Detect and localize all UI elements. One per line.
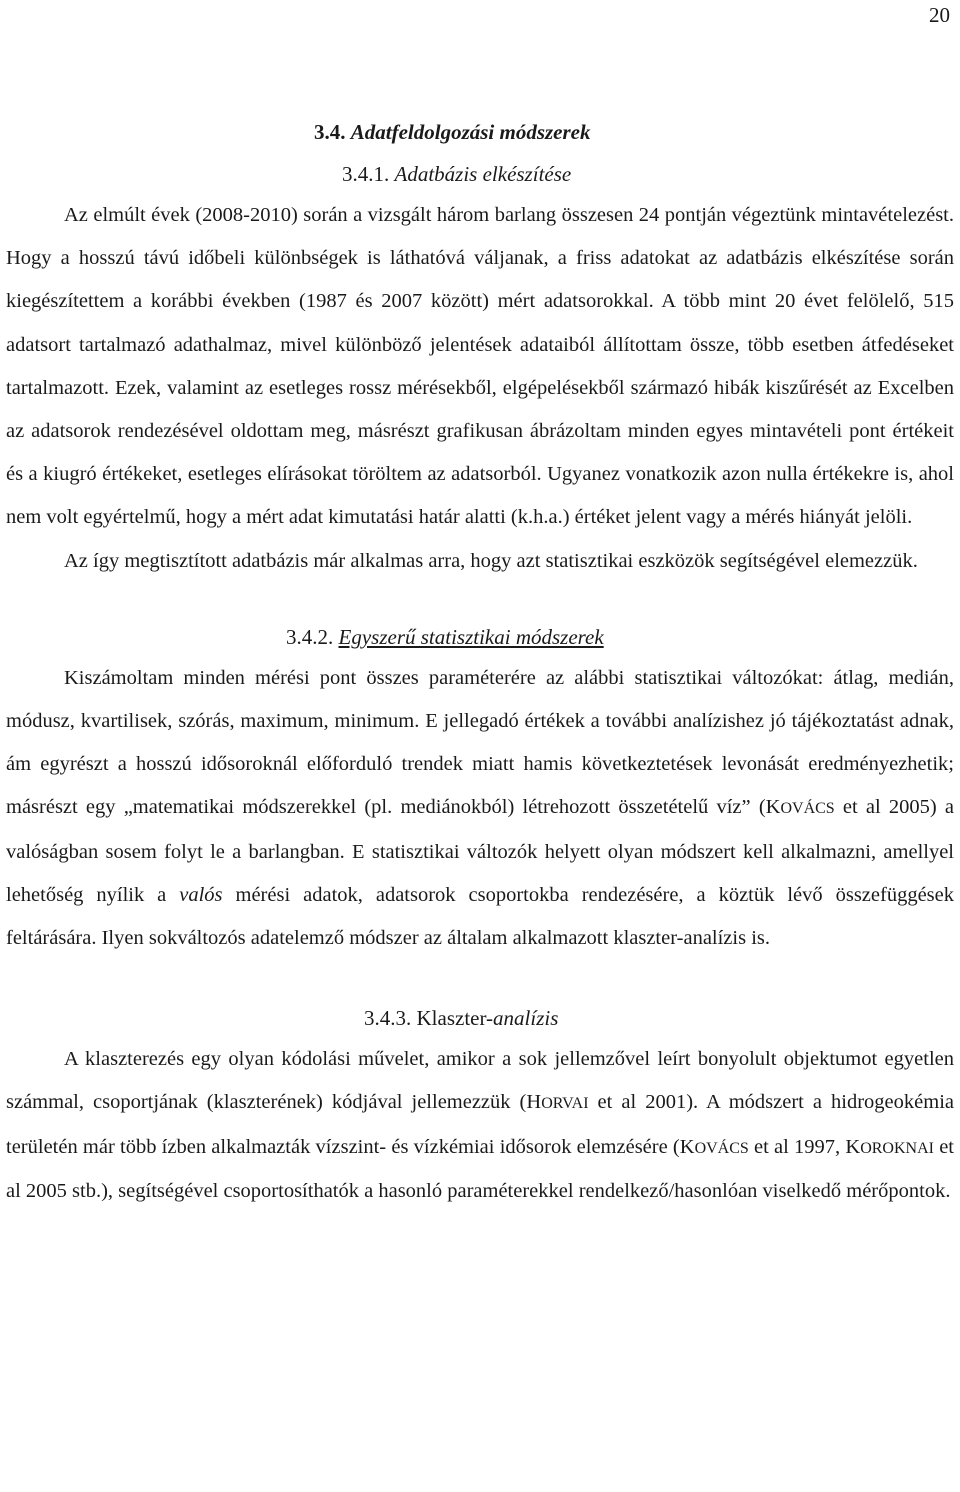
paragraph-text: A klaszterezés egy olyan kódolási művelet, amikor a sok jellemzővel leírt bonyolult objektumot egyetlen számmal, csoportjának (klaszterének) kódjával jellemezzük ( <box>6 1048 954 1114</box>
paragraph-database-ready <box>6 540 954 583</box>
paragraph-text: et al 2005 stb.), segítségével csoportosíthatók a hasonló paraméterekkel rendelkező/hasonlóan viselkedő mérőpontok. <box>6 1135 954 1202</box>
author-initial: K <box>679 1135 695 1158</box>
section-title-italic: analízis <box>493 1006 559 1031</box>
section-title: Adatbázis elkészítése <box>394 162 572 186</box>
section-number: 3.4.3. <box>364 1006 412 1031</box>
paragraph-text: Az elmúlt évek (2008-2010) során a vizsgált három barlang összesen 24 pontján végeztünk mintavételezést. Hogy a hosszú távú időbeli különbségek is láthatóvá váljanak, a friss adatokat az adatbázis elkészítése során kiegészítettem a korábbi években (1987 és 2007 között) mért adatsorokkal. A több mint 20 évet felölelő, 515 adatsort tartalmazó adathalmaz, mivel különböző jelentések adataiból állítottam össze, több esetben átfedéseket tartalmazott. Ezek, valamint az esetleges rossz mérésekből, elgépelésekből származó hibák kiszűrését az Excelben az adatsorok rendezésével oldottam meg, másrészt grafikusan ábrázoltam minden egyes mintavételi pont értékeit és a kiugró értékeket, esetleges elírásokat töröltem az adatsorból. Ugyanez vonatkozik azon nulla értékekre is, ahol nem volt egyértelmű, hogy a mért adat kimutatási határ alatti (k.h.a.) értéket jelent vagy a mérés hiányát jelöli. <box>6 204 954 529</box>
paragraph-text: mérési adatok, adatsorok csoportokba rendezésére, a köztük lévő összefüggések feltárására. Ilyen sokváltozós adatelemző módszer az általam alkalmazott klaszter-analízis is. <box>6 883 955 950</box>
author-initial: H <box>526 1091 542 1114</box>
page-number: 20 <box>929 3 950 27</box>
author-initial: K <box>765 796 781 819</box>
author-smallcaps: OVÁCS <box>694 1139 749 1157</box>
citation-author <box>526 1091 588 1113</box>
author-smallcaps: OVÁCS <box>780 800 835 818</box>
section-number: 3.4.1. <box>342 162 390 186</box>
section-spacer <box>6 960 954 998</box>
citation-author <box>845 1136 934 1158</box>
author-smallcaps: OROKNAI <box>860 1139 934 1157</box>
document-body <box>6 112 954 1213</box>
paragraph-text: Az így megtisztított adatbázis már alkalmas arra, hogy azt statisztikai eszközök segítségével elemezzük. <box>64 549 918 572</box>
paragraph-cluster-analysis <box>6 1038 954 1213</box>
paragraph-data-cleaning <box>6 194 954 540</box>
author-initial: K <box>845 1135 861 1158</box>
citation-author <box>680 1136 749 1158</box>
section-3-4-2-heading <box>6 617 954 657</box>
paragraph-text: Kiszámoltam minden mérési pont összes paraméterére az alábbi statisztikai változókat: átlag, medián, módusz, kvartilisek, szórás, maximum, minimum. E jellegadó értékek a további analízishez jó tájékoztatást adnak, ám egyrészt a hosszú idősoroknál előforduló trendek miatt hamis következtetések levonását eredményezhetik; másrészt egy „matematikai módszerekkel (pl. mediánokból) létrehozott összetételű víz” ( <box>6 666 954 819</box>
section-3-4-heading <box>6 112 954 152</box>
citation-author <box>766 796 835 818</box>
author-smallcaps: ORVAI <box>541 1095 589 1113</box>
section-number: 3.4.2. <box>286 624 334 649</box>
section-title-plain: Klaszter- <box>416 1006 494 1031</box>
section-spacer <box>6 583 954 617</box>
section-3-4-3-heading <box>6 998 954 1038</box>
paragraph-simple-statistics <box>6 657 954 960</box>
paragraph-text: et al 2001). A módszert a hidrogeokémia területén már több ízben alkalmazták vízszint- és vízkémiai idősorok elemzésére ( <box>6 1091 954 1158</box>
section-title: Egyszerű statisztikai módszerek <box>338 624 604 649</box>
paragraph-text: et al 1997, <box>748 1135 846 1158</box>
paragraph-text: et al 2005) a valóságban sosem folyt le a barlangban. E statisztikai változók helyett olyan módszert kell alkalmazni, amellyel lehetőség nyílik a <box>6 796 954 906</box>
section-number: 3.4. <box>314 120 346 144</box>
emphasis-text: valós <box>179 883 223 906</box>
section-title: Adatfeldolgozási módszerek <box>350 120 591 144</box>
section-3-4-1-heading <box>6 154 954 194</box>
